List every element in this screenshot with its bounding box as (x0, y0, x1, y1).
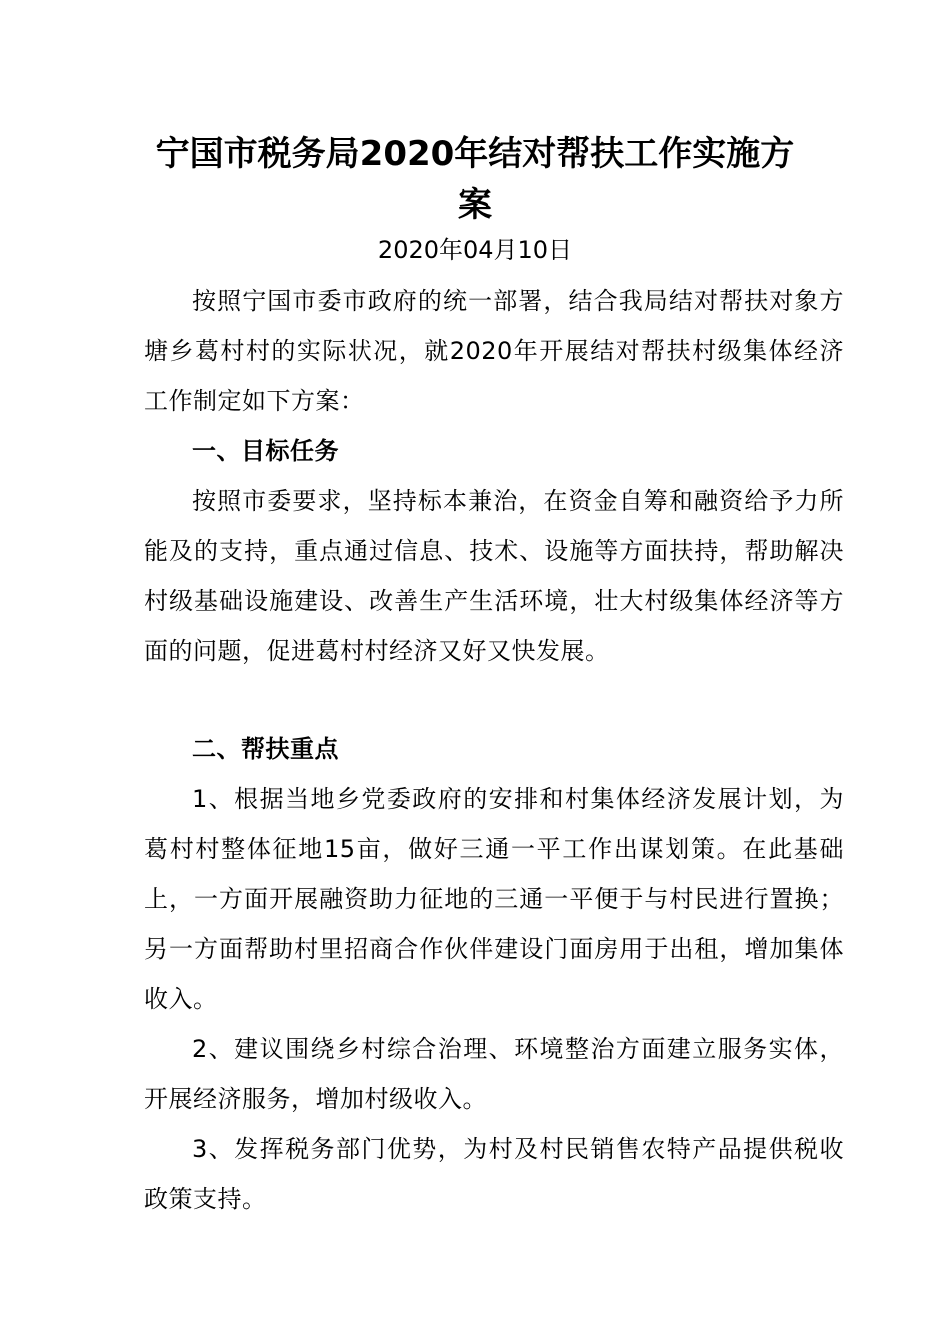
section-goals-paragraph: 按照市委要求，坚持标本兼治，在资金自筹和融资给予力所能及的支持，重点通过信息、技术、设施等方面扶持，帮助解决村级基础设施建设、改善生产生活环境，壮大村级集体经济等方面的问题，促进葛村村经济又好又快发展。 (144, 487, 844, 665)
document-date: 2020年04月10日 (377, 236, 573, 264)
focus-item-1: 1、根据当地乡党委政府的安排和村集体经济发展计划，为葛村村整体征地15亩，做好三通一平工作出谋划策。在此基础上，一方面开展融资助力征地的三通一平便于与村民进行置换；另一方面帮助村里招商合作伙伴建设门面房用于出租，增加集体收入。 (144, 785, 844, 1013)
focus-item-2: 2、建议围绕乡村综合治理、环境整治方面建立服务实体，开展经济服务，增加村级收入。 (144, 1035, 844, 1113)
focus-item-3: 3、发挥税务部门优势，为村及村民销售农特产品提供税收政策支持。 (144, 1135, 844, 1213)
document-title-line-2: 案 (458, 185, 492, 225)
section-heading-goals: 一、目标任务 (192, 437, 339, 465)
document-title-line-1: 宁国市税务局2020年结对帮扶工作实施方 (155, 134, 795, 174)
section-heading-focus: 二、帮扶重点 (192, 735, 339, 763)
intro-paragraph: 按照宁国市委市政府的统一部署，结合我局结对帮扶对象方塘乡葛村村的实际状况，就2020年开展结对帮扶村级集体经济工作制定如下方案： (144, 287, 844, 415)
